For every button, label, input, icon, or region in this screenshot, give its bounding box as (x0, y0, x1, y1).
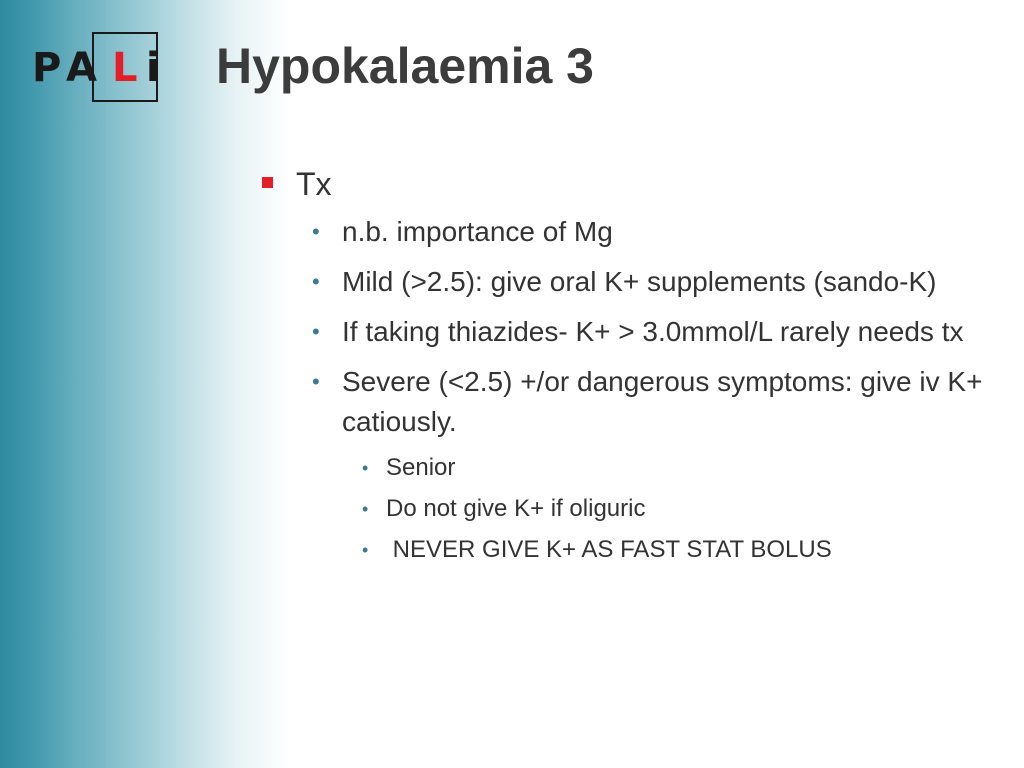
sub-list-item-text: Senior (386, 454, 456, 481)
list-item (256, 262, 986, 302)
sub-bullet-list (256, 452, 986, 566)
bullet-dot-icon: • (362, 499, 369, 519)
bullet-dot-icon: • (312, 319, 320, 344)
logo-letter-a: A (66, 45, 97, 91)
square-bullet-icon (262, 177, 273, 188)
list-item-text: n.b. importance of Mg (342, 216, 613, 247)
sub-list-item (256, 534, 986, 566)
sub-list-item (256, 493, 986, 525)
sub-list-item (256, 452, 986, 484)
logo-letter-l: L (112, 45, 138, 91)
bullet-dot-icon: • (362, 458, 369, 478)
bullet-heading (256, 164, 986, 204)
bullet-dot-icon: • (312, 369, 320, 394)
list-item-text: Mild (>2.5): give oral K+ supplements (sando-K) (342, 266, 937, 297)
bullet-heading-text: Tx (296, 166, 332, 202)
bullet-list (256, 212, 986, 442)
side-gradient-band (0, 0, 290, 768)
bullet-dot-icon: • (312, 219, 320, 244)
pali-logo (32, 32, 172, 106)
logo-letter-i: i (146, 45, 160, 91)
list-item-text: Severe (<2.5) +/or dangerous symptoms: give iv K+ catiously. (342, 366, 983, 437)
bullet-dot-icon: • (362, 540, 369, 560)
sub-list-item-text: Do not give K+ if oliguric (386, 495, 646, 522)
sub-list-item-text: NEVER GIVE K+ AS FAST STAT BOLUS (386, 536, 832, 563)
list-item (256, 312, 986, 352)
list-item (256, 362, 986, 442)
list-item-text: If taking thiazides- K+ > 3.0mmol/L rarely needs tx (342, 316, 964, 347)
list-item (256, 212, 986, 252)
logo-letter-p: P (32, 45, 62, 91)
bullet-dot-icon: • (312, 269, 320, 294)
slide-body (256, 164, 986, 575)
slide-title: Hypokalaemia 3 (216, 38, 594, 94)
